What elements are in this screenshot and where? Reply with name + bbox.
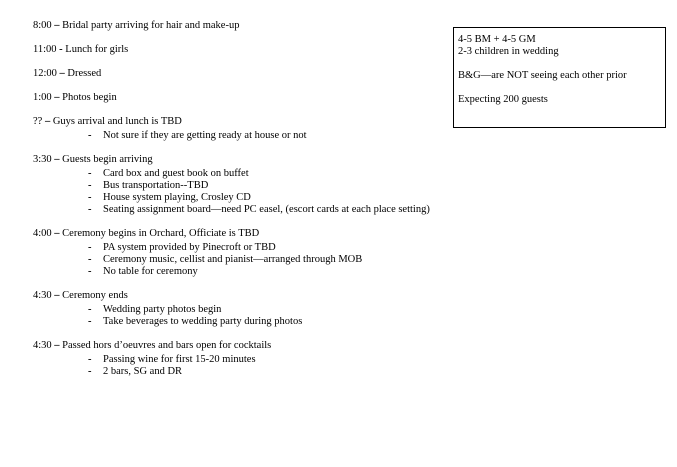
list-item: - No table for ceremony xyxy=(33,266,443,278)
block-heading xyxy=(33,116,443,128)
block-items xyxy=(33,168,443,216)
entry-time: 8:00 xyxy=(33,20,52,31)
list-item: - Not sure if they are getting ready at house or not xyxy=(33,130,443,142)
block-items xyxy=(33,354,443,378)
schedule-entry-1-00 xyxy=(33,92,443,104)
entry-text: Guys arrival and lunch is TBD xyxy=(52,116,182,127)
list-item: - Take beverages to wedding party during photos xyxy=(33,316,443,328)
block-heading xyxy=(33,290,443,302)
list-item: - 2 bars, SG and DR xyxy=(33,366,443,378)
schedule-block-guys xyxy=(33,116,443,142)
schedule-block-4-30-ceremony xyxy=(33,290,443,328)
entry-dash: – xyxy=(59,68,65,79)
list-item: - Passing wine for first 15-20 minutes xyxy=(33,354,443,366)
entry-time: ?? xyxy=(33,116,43,127)
entry-text: Guests begin arriving xyxy=(62,154,153,165)
note-guest-count: Expecting 200 guests xyxy=(458,94,548,105)
entry-dash: – xyxy=(54,20,60,31)
entry-text: Bridal party arriving for hair and make-up xyxy=(62,20,240,31)
entry-time: 4:30 xyxy=(33,290,52,301)
list-item: - Ceremony music, cellist and pianist—arranged through MOB xyxy=(33,254,443,266)
schedule-block-3-30 xyxy=(33,154,443,216)
entry-time: 4:00 xyxy=(33,228,52,239)
schedule-entry-8-00 xyxy=(33,20,443,32)
list-item: - Card box and guest book on buffet xyxy=(33,168,443,180)
entry-dash: – xyxy=(54,340,60,351)
entry-time: 3:30 xyxy=(33,154,52,165)
schedule-entry-12-00 xyxy=(33,68,443,80)
entry-dash: – xyxy=(54,228,60,239)
block-heading xyxy=(33,340,443,352)
entry-dash: – xyxy=(54,92,60,103)
entry-dash: – xyxy=(44,116,51,127)
entry-time: 12:00 xyxy=(33,68,57,79)
note-children: 2-3 children in wedding xyxy=(458,46,559,57)
entry-text: Ceremony ends xyxy=(62,290,128,301)
entry-text: Lunch for girls xyxy=(65,44,129,55)
list-item: - Bus transportation--TBD xyxy=(33,180,443,192)
entry-time: 1:00 xyxy=(33,92,52,103)
entry-time: 4:30 xyxy=(33,340,52,351)
entry-text: Ceremony begins in Orchard, Officiate is TBD xyxy=(62,228,260,239)
block-items xyxy=(33,304,443,328)
schedule-block-4-30-cocktails xyxy=(33,340,443,378)
notes-box xyxy=(453,27,666,128)
schedule-document xyxy=(33,20,443,390)
list-item: - PA system provided by Pinecroft or TBD xyxy=(33,242,443,254)
list-item: - House system playing, Crosley CD xyxy=(33,192,443,204)
list-item: - Seating assignment board—need PC easel, (escort cards at each place setting) xyxy=(33,204,443,216)
entry-text: Dressed xyxy=(67,68,102,79)
block-heading xyxy=(33,154,443,166)
note-party-size: 4-5 BM + 4-5 GM xyxy=(458,34,536,45)
list-item: - Wedding party photos begin xyxy=(33,304,443,316)
block-items xyxy=(33,242,443,278)
block-heading xyxy=(33,228,443,240)
entry-dash: - xyxy=(59,44,63,55)
entry-dash: – xyxy=(54,154,60,165)
entry-time: 11:00 xyxy=(33,44,57,55)
schedule-entry-11-00 xyxy=(33,44,443,56)
entry-text: Passed hors d’oeuvres and bars open for cocktails xyxy=(62,340,272,351)
note-bride-groom: B&G—are NOT seeing each other prior xyxy=(458,70,627,81)
entry-dash: – xyxy=(54,290,60,301)
entry-text: Photos begin xyxy=(62,92,117,103)
schedule-block-4-00 xyxy=(33,228,443,278)
block-items xyxy=(33,130,443,142)
